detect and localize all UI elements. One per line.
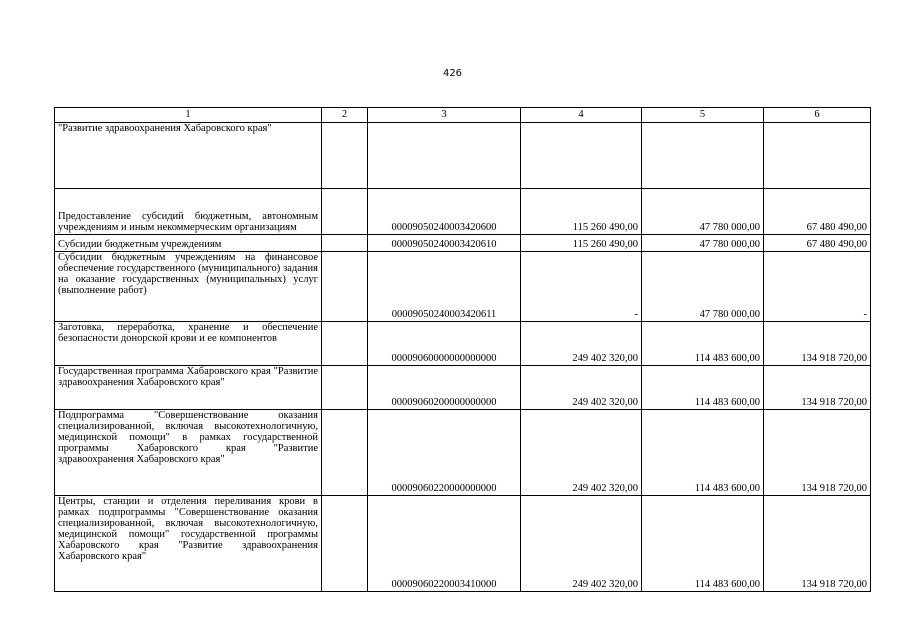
- row-value-4: 249 402 320,00: [521, 322, 642, 366]
- row-name: Субсидии бюджетным учреждениям на финансовое обеспечение государственного (муниципального) задания на оказание государственных (муниципальных) услуг (выполнение работ): [55, 252, 322, 322]
- row-col2: [322, 410, 368, 496]
- row-value-5: 114 483 600,00: [642, 322, 764, 366]
- row-col2: [322, 322, 368, 366]
- row-code: 00009050240003420611: [368, 252, 521, 322]
- row-code: 00009050240003420610: [368, 235, 521, 252]
- row-col2: [322, 366, 368, 410]
- row-value-6: -: [764, 252, 871, 322]
- column-header: 5: [642, 108, 764, 123]
- row-col2: [322, 123, 368, 189]
- page-number: 426: [442, 68, 463, 79]
- row-col2: [322, 252, 368, 322]
- row-value-5: [642, 123, 764, 189]
- row-code: 00009060200000000000: [368, 366, 521, 410]
- row-value-6: 134 918 720,00: [764, 366, 871, 410]
- row-value-6: [764, 123, 871, 189]
- row-value-6: 134 918 720,00: [764, 410, 871, 496]
- row-value-5: 114 483 600,00: [642, 410, 764, 496]
- table-row: [55, 189, 871, 235]
- table-row: [55, 123, 871, 189]
- row-value-4: 249 402 320,00: [521, 366, 642, 410]
- row-value-5: 47 780 000,00: [642, 235, 764, 252]
- row-value-6: 67 480 490,00: [764, 189, 871, 235]
- row-value-4: -: [521, 252, 642, 322]
- row-code: 00009050240003420600: [368, 189, 521, 235]
- table-header-row: [55, 108, 871, 123]
- row-code: 00009060220003410000: [368, 496, 521, 592]
- row-name: Государственная программа Хабаровского края "Развитие здравоохранения Хабаровского края": [55, 366, 322, 410]
- row-value-6: 67 480 490,00: [764, 235, 871, 252]
- row-col2: [322, 496, 368, 592]
- table-row: [55, 410, 871, 496]
- column-header: 4: [521, 108, 642, 123]
- column-header: 2: [322, 108, 368, 123]
- row-value-5: 47 780 000,00: [642, 252, 764, 322]
- row-code: 00009060000000000000: [368, 322, 521, 366]
- table-row: [55, 496, 871, 592]
- row-name: Предоставление субсидий бюджетным, автономным учреждениям и иным некоммерческим организациям: [55, 189, 322, 235]
- row-value-6: 134 918 720,00: [764, 322, 871, 366]
- row-value-5: 114 483 600,00: [642, 496, 764, 592]
- row-name: "Развитие здравоохранения Хабаровского края": [55, 123, 322, 189]
- row-value-5: 114 483 600,00: [642, 366, 764, 410]
- row-col2: [322, 235, 368, 252]
- row-value-5: 47 780 000,00: [642, 189, 764, 235]
- table-row: [55, 322, 871, 366]
- row-name: Центры, станции и отделения переливания крови в рамках подпрограммы "Совершенствование оказания специализированной, включая высокотехнологичную, медицинской помощи" государственной программы Хабаровского края "Развитие здравоохранения Хабаровского края": [55, 496, 322, 592]
- row-value-4: [521, 123, 642, 189]
- row-name: Заготовка, переработка, хранение и обеспечение безопасности донорской крови и ее компонентов: [55, 322, 322, 366]
- row-code: 00009060220000000000: [368, 410, 521, 496]
- table-row: [55, 252, 871, 322]
- row-value-6: 134 918 720,00: [764, 496, 871, 592]
- row-code: [368, 123, 521, 189]
- column-header: 1: [55, 108, 322, 123]
- column-header: 6: [764, 108, 871, 123]
- row-name: Подпрограмма "Совершенствование оказания специализированной, включая высокотехнологичную, медицинской помощи" в рамках государственной программы Хабаровского края "Развитие здравоохранения Хабаровского края": [55, 410, 322, 496]
- budget-table: [54, 107, 871, 592]
- row-value-4: 115 260 490,00: [521, 189, 642, 235]
- row-value-4: 115 260 490,00: [521, 235, 642, 252]
- table-row: [55, 235, 871, 252]
- row-name: Субсидии бюджетным учреждениям: [55, 235, 322, 252]
- row-col2: [322, 189, 368, 235]
- column-header: 3: [368, 108, 521, 123]
- row-value-4: 249 402 320,00: [521, 410, 642, 496]
- row-value-4: 249 402 320,00: [521, 496, 642, 592]
- table-row: [55, 366, 871, 410]
